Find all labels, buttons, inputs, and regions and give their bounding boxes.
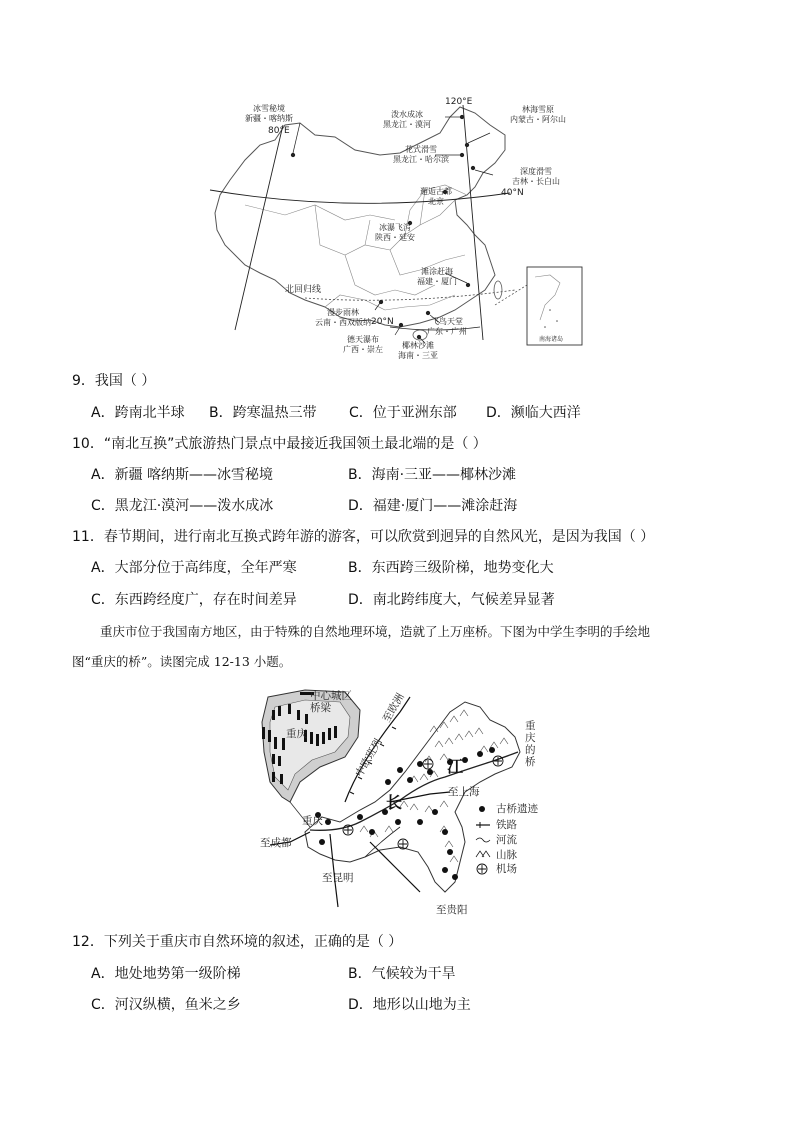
question-10-stem: 10．“南北互换”式旅游热门景点中最接近我国领土最北端的是（ ） bbox=[72, 436, 487, 452]
intro-paragraph-line1: 重庆市位于我国南方地区，由于特殊的自然地理环境，造就了上万座桥。下图为中学生李明的手绘地 bbox=[100, 624, 651, 639]
parallel-40n bbox=[210, 190, 510, 203]
label-guangzhou: 飞鸟天堂 广东・广州 bbox=[427, 317, 467, 336]
chongqing-map-drawing bbox=[250, 682, 560, 917]
legend-airport: 机场 bbox=[496, 863, 517, 875]
label-xiamen: 滩涂赶海 福建・厦门 bbox=[417, 267, 457, 286]
label-harbin: 花式滑雪 黑龙江・哈尔滨 bbox=[393, 145, 449, 164]
question-11-option-c[interactable]: C．东西跨经度广，存在时间差异 bbox=[91, 592, 297, 608]
label-20n: 20°N bbox=[371, 317, 394, 327]
question-9-option-a[interactable]: A．跨南北半球 bbox=[91, 405, 185, 421]
label-changbai: 深度滑雪 吉林・长白山 bbox=[512, 167, 560, 186]
intro-paragraph-line2: 图“重庆的桥”。读图完成 12-13 小题。 bbox=[72, 654, 292, 669]
question-12-stem: 12．下列关于重庆市自然环境的叙述，正确的是（ ） bbox=[72, 934, 403, 950]
question-12-option-a[interactable]: A．地处地势第一级阶梯 bbox=[91, 966, 241, 982]
question-12-option-b[interactable]: B．气候较为干旱 bbox=[348, 966, 456, 982]
label-120e: 120°E bbox=[445, 97, 473, 107]
label-40n: 40°N bbox=[501, 188, 524, 198]
label-inset: 南海诸岛 bbox=[539, 336, 564, 343]
label-to-chengdu: 至成都 bbox=[260, 837, 292, 849]
question-9-option-d[interactable]: D．濒临大西洋 bbox=[486, 405, 581, 421]
label-zhongou-railway: 中欧班列 bbox=[353, 736, 385, 780]
question-10-option-c[interactable]: C．黑龙江·漠河——泼水成冰 bbox=[91, 498, 274, 514]
question-12-option-d[interactable]: D．地形以山地为主 bbox=[348, 997, 471, 1013]
legend-mountain: 山脉 bbox=[496, 849, 517, 861]
label-sanya: 椰林沙滩 海南・三亚 bbox=[398, 341, 438, 360]
meridian-120e bbox=[463, 105, 483, 340]
label-tropic: 北回归线 bbox=[285, 285, 322, 295]
label-chang: 长 bbox=[386, 793, 403, 812]
label-beijing: 邂逅古都 北京 bbox=[420, 187, 452, 206]
label-to-kunming: 至昆明 bbox=[322, 872, 354, 884]
label-title-side: 重 庆 的 桥 bbox=[525, 720, 536, 768]
label-yanan: 冰瀑飞泻 陕西・延安 bbox=[375, 223, 415, 242]
question-11-option-d[interactable]: D．南北跨纬度大，气候差异显著 bbox=[348, 592, 555, 608]
label-xishuangbanna: 漫步雨林 云南・西双版纳 bbox=[315, 308, 371, 327]
question-11-stem: 11．春节期间，进行南北互换式跨年游的游客，可以欣赏到迥异的自然风光，是因为我国（ ） bbox=[72, 529, 655, 545]
meridian-80e bbox=[235, 125, 283, 330]
china-tourism-map bbox=[205, 95, 590, 365]
taiwan-island bbox=[494, 281, 502, 299]
label-city-center: 中心城区 桥梁 bbox=[310, 690, 352, 714]
chongqing-bridges-map bbox=[250, 682, 560, 917]
question-11-option-a[interactable]: A．大部分位于高纬度，全年严寒 bbox=[91, 560, 297, 576]
question-10-option-a[interactable]: A．新疆 喀纳斯——冰雪秘境 bbox=[91, 467, 274, 483]
question-11-option-b[interactable]: B．东西跨三级阶梯，地势变化大 bbox=[348, 560, 554, 576]
label-jiang: 江 bbox=[447, 757, 464, 776]
question-10-option-d[interactable]: D．福建·厦门——滩涂赶海 bbox=[348, 498, 518, 514]
label-80e: 80°E bbox=[268, 126, 290, 136]
label-arshan: 林海雪原 内蒙古・阿尔山 bbox=[510, 105, 566, 124]
question-9-option-c[interactable]: C．位于亚洲东部 bbox=[349, 405, 457, 421]
label-chongqing-main: 重庆 bbox=[302, 815, 323, 827]
label-to-shanghai: 至上海 bbox=[448, 786, 480, 798]
question-10-option-b[interactable]: B．海南·三亚——椰林沙滩 bbox=[348, 467, 517, 483]
label-chongqing-inset: 重庆 bbox=[286, 728, 307, 740]
legend-river: 河流 bbox=[496, 834, 517, 846]
legend-ancient-bridge: 古桥遗迹 bbox=[496, 803, 538, 815]
question-12-option-c[interactable]: C．河汉纵横，鱼米之乡 bbox=[91, 997, 241, 1013]
legend-railway: 铁路 bbox=[496, 819, 517, 831]
question-9-option-b[interactable]: B．跨寒温热三带 bbox=[209, 405, 317, 421]
label-mohe: 泼水成冰 黑龙江・漠河 bbox=[383, 110, 431, 129]
label-xinjiang: 冰雪秘境 新疆・喀纳斯 bbox=[245, 104, 293, 123]
label-to-guiyang: 至贵阳 bbox=[436, 904, 468, 916]
label-to-europe: 至欧洲 bbox=[380, 691, 407, 725]
label-detian: 德天瀑布 广西・崇左 bbox=[343, 335, 383, 354]
question-9-stem: 9．我国（ ） bbox=[72, 373, 156, 389]
